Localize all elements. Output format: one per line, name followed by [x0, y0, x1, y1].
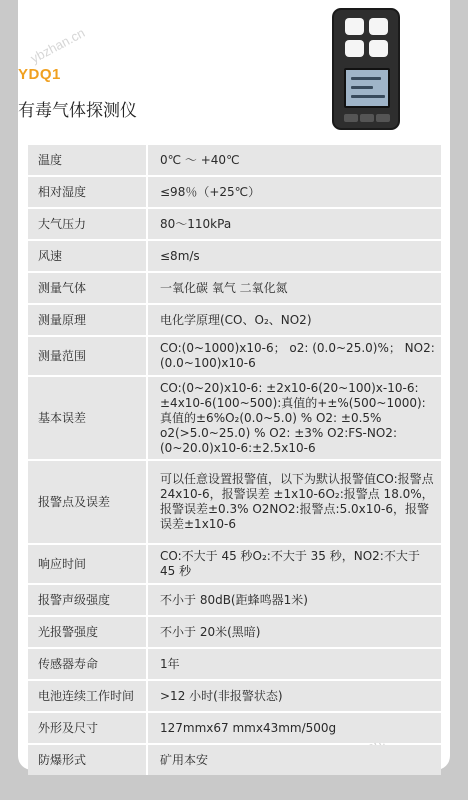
spec-value: 一氧化碳 氧气 二氧化氮: [148, 273, 441, 303]
spec-value: 不小于 80dB(距蜂鸣器1米): [148, 585, 441, 615]
spec-value: 0℃ ～ +40℃: [148, 145, 441, 175]
spec-row: [28, 585, 441, 615]
spec-key: 报警点及误差: [28, 461, 148, 543]
page-title: 有毒气体探测仪: [18, 101, 137, 121]
sensor-icon: [369, 18, 388, 35]
spec-value: 1年: [148, 649, 441, 679]
spec-row: [28, 461, 441, 543]
spec-value: 127mmx67 mmx43mm/500g: [148, 713, 441, 743]
spec-value: 不小于 20米(黑暗): [148, 617, 441, 647]
screen-line: [351, 77, 381, 80]
spec-value: >12 小时(非报警状态): [148, 681, 441, 711]
spec-row: [28, 617, 441, 647]
spec-key: 响应时间: [28, 545, 148, 583]
spec-row: [28, 545, 441, 583]
spec-key: 电池连续工作时间: [28, 681, 148, 711]
spec-row: [28, 745, 441, 775]
spec-row: [28, 209, 441, 239]
screen-line: [351, 86, 373, 89]
spec-row: [28, 177, 441, 207]
device-button: [360, 114, 374, 122]
spec-key: 风速: [28, 241, 148, 271]
spec-key: 传感器寿命: [28, 649, 148, 679]
spec-key: 外形及尺寸: [28, 713, 148, 743]
spec-key: 大气压力: [28, 209, 148, 239]
spec-key: 测量原理: [28, 305, 148, 335]
spec-table: [28, 143, 441, 777]
model-number: YDQ1: [18, 66, 61, 83]
spec-key: 测量气体: [28, 273, 148, 303]
spec-key: 防爆形式: [28, 745, 148, 775]
sensor-icon: [369, 40, 388, 57]
gas-detector-device-image: [332, 8, 400, 130]
screen-line: [351, 95, 385, 98]
spec-key: 光报警强度: [28, 617, 148, 647]
spec-value: CO:不大于 45 秒O₂:不大于 35 秒，NO2:不大于 45 秒: [148, 545, 441, 583]
spec-value: ≤98％（+25℃）: [148, 177, 441, 207]
spec-value: 电化学原理(CO、O₂、NO2): [148, 305, 441, 335]
spec-row: [28, 241, 441, 271]
spec-row: [28, 145, 441, 175]
sensor-icon: [345, 18, 364, 35]
spec-value: ≤8m/s: [148, 241, 441, 271]
spec-row: [28, 713, 441, 743]
spec-row: [28, 273, 441, 303]
spec-row: [28, 649, 441, 679]
spec-key: 报警声级强度: [28, 585, 148, 615]
spec-value: CO:(0~20)x10-6: ±2x10-6(20~100)x-10-6:±4x10-6(100~500):真值的+±%(500~1000):真值的±6%O₂(0.0~5.0) % O2: ±0.5% o2(>5.0~25.0) % O2: ±3% O2:FS-NO2:(0~20.0)x10-6:±2.5x10-6: [148, 377, 441, 459]
sensor-icon: [345, 40, 364, 57]
spec-value: 可以任意设置报警值，以下为默认报警值CO:报警点 24x10-6，报警误差 ±1x10-6O₂:报警点 18.0%，报警误差±0.3% O2NO2:报警点:5.0x10-6，报警误差±1x10-6: [148, 461, 441, 543]
spec-row: [28, 377, 441, 459]
spec-row: [28, 681, 441, 711]
spec-row: [28, 337, 441, 375]
spec-key: 测量范围: [28, 337, 148, 375]
sensor-grid: [345, 18, 389, 58]
spec-value: 80～110kPa: [148, 209, 441, 239]
spec-key: 基本误差: [28, 377, 148, 459]
watermark-top: ybzhan.cn: [27, 24, 88, 67]
spec-value: CO:(0~1000)x10-6； o2: (0.0~25.0)%； NO2:(0.0~100)x10-6: [148, 337, 441, 375]
device-button: [344, 114, 358, 122]
spec-key: 相对湿度: [28, 177, 148, 207]
spec-key: 温度: [28, 145, 148, 175]
spec-value: 矿用本安: [148, 745, 441, 775]
device-screen: [344, 68, 390, 108]
spec-row: [28, 305, 441, 335]
device-button: [376, 114, 390, 122]
